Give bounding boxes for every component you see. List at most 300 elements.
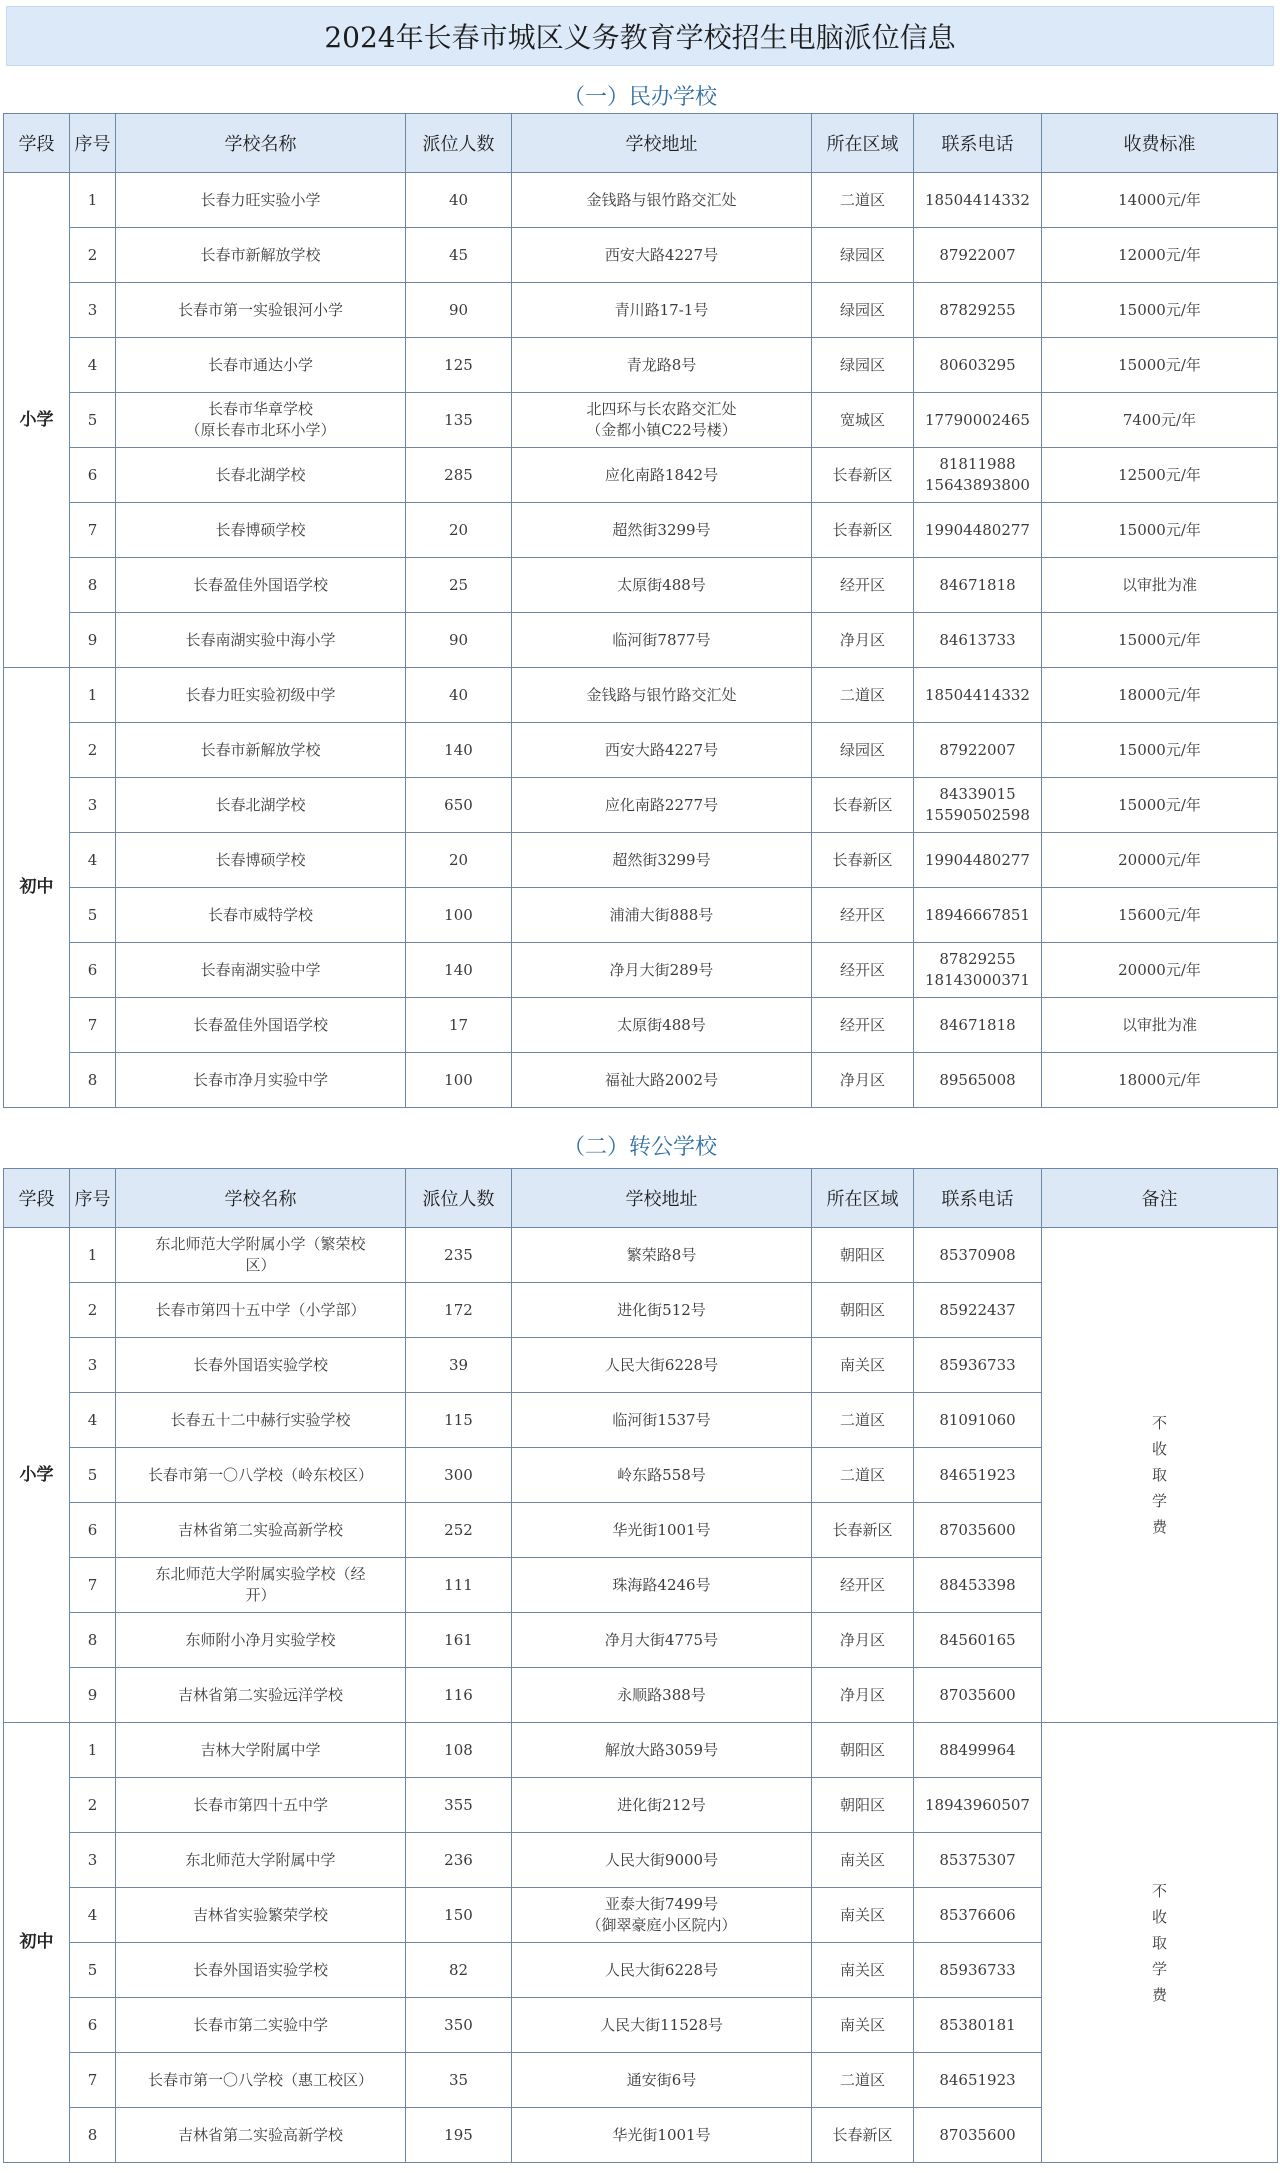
row-number: 8	[70, 1053, 116, 1108]
fee-standard: 15000元/年	[1042, 338, 1278, 393]
row-number: 8	[70, 558, 116, 613]
contact-phone	[914, 1613, 1042, 1668]
allocation-count: 40	[406, 668, 512, 723]
row-number: 5	[70, 393, 116, 448]
allocation-count: 161	[406, 1613, 512, 1668]
row-number: 2	[70, 1778, 116, 1833]
school-name	[116, 888, 406, 943]
school-name	[116, 1833, 406, 1888]
note-cell	[1042, 1228, 1278, 1723]
column-header: 联系电话	[914, 1169, 1042, 1228]
fee-standard: 15000元/年	[1042, 778, 1278, 833]
school-name-line: 吉林大学附属中学	[200, 1740, 321, 1759]
school-name-line: 长春市净月实验中学	[192, 1070, 328, 1089]
school-address	[512, 503, 812, 558]
row-number: 3	[70, 778, 116, 833]
contact-phone	[914, 448, 1042, 503]
school-address	[512, 448, 812, 503]
school-name-line: 长春市第一实验银河小学	[177, 300, 343, 319]
allocation-count: 45	[406, 228, 512, 283]
school-name	[116, 503, 406, 558]
contact-phone-line: 85380181	[939, 2015, 1016, 2034]
fee-standard: 15000元/年	[1042, 613, 1278, 668]
row-number: 2	[70, 723, 116, 778]
school-address	[512, 1668, 812, 1723]
school-name-line: 长春力旺实验小学	[200, 190, 321, 209]
school-address	[512, 2108, 812, 2163]
school-address-line: 青川路17-1号	[614, 300, 709, 319]
school-address-line: 华光街1001号	[612, 2125, 711, 2144]
contact-phone	[914, 1778, 1042, 1833]
column-header: 学段	[4, 1169, 70, 1228]
allocation-count: 650	[406, 778, 512, 833]
school-name	[116, 1283, 406, 1338]
note-text: 不收取学费	[1151, 1414, 1167, 1536]
contact-phone-line: 84651923	[939, 2070, 1016, 2089]
column-header: 学校地址	[512, 114, 812, 173]
school-address-line: 浦浦大街888号	[609, 905, 714, 924]
table-row	[4, 448, 1278, 503]
column-header: 序号	[70, 114, 116, 173]
allocation-count: 172	[406, 1283, 512, 1338]
school-name	[116, 393, 406, 448]
allocation-count: 350	[406, 1998, 512, 2053]
school-name-line: 长春南湖实验中海小学	[185, 630, 336, 649]
allocation-count: 39	[406, 1338, 512, 1393]
contact-phone	[914, 1053, 1042, 1108]
school-name	[116, 668, 406, 723]
school-address-line: 太原街488号	[617, 1015, 706, 1034]
allocation-count: 125	[406, 338, 512, 393]
school-address	[512, 1558, 812, 1613]
allocation-count: 116	[406, 1668, 512, 1723]
table-row	[4, 283, 1278, 338]
contact-phone	[914, 1943, 1042, 1998]
contact-phone	[914, 1338, 1042, 1393]
school-name-line: 长春五十二中赫行实验学校	[170, 1410, 351, 1429]
school-address	[512, 998, 812, 1053]
note-text: 不收取学费	[1151, 1881, 1167, 2004]
row-number: 7	[70, 1558, 116, 1613]
school-name-line: 长春市新解放学校	[200, 740, 321, 759]
contact-phone-line: 18946667851	[925, 905, 1030, 924]
fee-standard: 15600元/年	[1042, 888, 1278, 943]
column-header: 备注	[1042, 1169, 1278, 1228]
school-name	[116, 1888, 406, 1943]
contact-phone	[914, 393, 1042, 448]
school-address	[512, 833, 812, 888]
school-address-line: 临河街7877号	[612, 630, 711, 649]
header-row	[4, 1169, 1278, 1228]
district: 净月区	[812, 613, 914, 668]
contact-phone	[914, 1503, 1042, 1558]
school-address-line: （金都小镇C22号楼）	[586, 421, 737, 439]
allocation-count: 20	[406, 503, 512, 558]
table-row	[4, 503, 1278, 558]
school-address	[512, 1228, 812, 1283]
table-row	[4, 228, 1278, 283]
school-address	[512, 943, 812, 998]
table-row	[4, 338, 1278, 393]
row-number: 5	[70, 1943, 116, 1998]
school-address-line: 人民大街6228号	[604, 1355, 719, 1374]
contact-phone	[914, 1283, 1042, 1338]
district: 长春新区	[812, 503, 914, 558]
district: 经开区	[812, 998, 914, 1053]
school-address	[512, 228, 812, 283]
school-address	[512, 338, 812, 393]
district: 二道区	[812, 1393, 914, 1448]
fee-standard: 7400元/年	[1042, 393, 1278, 448]
table-row	[4, 778, 1278, 833]
contact-phone-line: 87035600	[939, 1685, 1016, 1704]
contact-phone-line: 15643893800	[925, 476, 1030, 494]
school-address-line: 解放大路3059号	[604, 1740, 719, 1759]
table-row	[4, 393, 1278, 448]
contact-phone	[914, 668, 1042, 723]
column-header: 所在区域	[812, 1169, 914, 1228]
row-number: 6	[70, 1998, 116, 2053]
section-title-private: （一）民办学校	[562, 85, 717, 110]
district: 绿园区	[812, 723, 914, 778]
contact-phone-line: 85375307	[939, 1850, 1016, 1869]
school-address-line: 净月大街289号	[609, 960, 714, 979]
contact-phone-line: 81811988	[939, 455, 1016, 473]
contact-phone	[914, 778, 1042, 833]
note-cell	[1042, 1723, 1278, 2163]
contact-phone-line: 84613733	[939, 630, 1016, 649]
school-name-line: 长春盈佳外国语学校	[192, 1015, 328, 1034]
table-row	[4, 1723, 1278, 1778]
school-name	[116, 558, 406, 613]
school-address-line: 金钱路与银竹路交汇处	[586, 685, 737, 704]
column-header: 联系电话	[914, 114, 1042, 173]
contact-phone	[914, 283, 1042, 338]
school-name-line: 长春市威特学校	[207, 905, 313, 924]
school-name-line: 长春市第四十五中学	[192, 1795, 328, 1814]
row-number: 5	[70, 1448, 116, 1503]
contact-phone-line: 18504414332	[925, 190, 1030, 209]
fee-standard: 18000元/年	[1042, 668, 1278, 723]
fee-standard: 14000元/年	[1042, 173, 1278, 228]
school-address-line: 亚泰大街7499号	[604, 1895, 719, 1913]
district: 南关区	[812, 1943, 914, 1998]
contact-phone-line: 19904480277	[925, 520, 1030, 539]
allocation-count: 115	[406, 1393, 512, 1448]
school-name	[116, 723, 406, 778]
school-address	[512, 778, 812, 833]
district: 长春新区	[812, 833, 914, 888]
school-address	[512, 668, 812, 723]
allocation-count: 135	[406, 393, 512, 448]
allocation-count: 100	[406, 1053, 512, 1108]
school-address-line: 青龙路8号	[626, 355, 697, 374]
column-header: 学校地址	[512, 1169, 812, 1228]
contact-phone-line: 84560165	[939, 1630, 1016, 1649]
district: 经开区	[812, 943, 914, 998]
school-name	[116, 1338, 406, 1393]
school-name-line: 东师附小净月实验学校	[185, 1630, 336, 1649]
allocation-count: 235	[406, 1228, 512, 1283]
contact-phone-line: 85376606	[939, 1905, 1016, 1924]
column-header: 学校名称	[116, 114, 406, 173]
school-address	[512, 888, 812, 943]
school-address	[512, 393, 812, 448]
school-name-line: 区）	[245, 1256, 276, 1274]
contact-phone	[914, 2108, 1042, 2163]
contact-phone	[914, 338, 1042, 393]
row-number: 4	[70, 1393, 116, 1448]
district: 经开区	[812, 888, 914, 943]
school-address-line: 通安街6号	[626, 2070, 697, 2089]
district: 南关区	[812, 1998, 914, 2053]
district: 长春新区	[812, 778, 914, 833]
school-address-line: 人民大街11528号	[600, 2015, 723, 2034]
district: 南关区	[812, 1338, 914, 1393]
table-row	[4, 613, 1278, 668]
school-name-line: 吉林省第二实验高新学校	[177, 1520, 343, 1539]
contact-phone-line: 87922007	[939, 740, 1016, 759]
table-row	[4, 723, 1278, 778]
stage-cell: 初中	[4, 1723, 70, 2163]
school-name-line: 长春市第一〇八学校（惠工校区）	[147, 2070, 373, 2089]
school-address-line: （御翠豪庭小区院内）	[586, 1916, 737, 1934]
district: 二道区	[812, 173, 914, 228]
school-address-line: 珠海路4246号	[612, 1575, 711, 1594]
column-header: 学段	[4, 114, 70, 173]
contact-phone-line: 87035600	[939, 2125, 1016, 2144]
school-address-line: 福祉大路2002号	[604, 1070, 719, 1089]
district: 南关区	[812, 1888, 914, 1943]
allocation-count: 252	[406, 1503, 512, 1558]
contact-phone	[914, 173, 1042, 228]
contact-phone-line: 84671818	[939, 575, 1016, 594]
school-name-line: 吉林省第二实验高新学校	[177, 2125, 343, 2144]
contact-phone	[914, 723, 1042, 778]
row-number: 1	[70, 668, 116, 723]
contact-phone-line: 80603295	[939, 355, 1016, 374]
contact-phone	[914, 833, 1042, 888]
school-name	[116, 778, 406, 833]
school-name-line: 吉林省第二实验远洋学校	[177, 1685, 343, 1704]
district: 朝阳区	[812, 1228, 914, 1283]
school-name	[116, 1723, 406, 1778]
allocation-count: 355	[406, 1778, 512, 1833]
column-header: 学校名称	[116, 1169, 406, 1228]
allocation-count: 195	[406, 2108, 512, 2163]
row-number: 1	[70, 1723, 116, 1778]
contact-phone	[914, 2053, 1042, 2108]
stage-cell: 小学	[4, 173, 70, 668]
district: 朝阳区	[812, 1778, 914, 1833]
school-name-line: 长春南湖实验中学	[200, 960, 321, 979]
column-header: 派位人数	[406, 114, 512, 173]
contact-phone	[914, 228, 1042, 283]
contact-phone-line: 18943960507	[925, 1795, 1030, 1814]
row-number: 9	[70, 1668, 116, 1723]
row-number: 2	[70, 228, 116, 283]
school-address	[512, 283, 812, 338]
fee-standard: 20000元/年	[1042, 833, 1278, 888]
district: 二道区	[812, 1448, 914, 1503]
school-name	[116, 338, 406, 393]
contact-phone	[914, 1998, 1042, 2053]
contact-phone	[914, 1558, 1042, 1613]
school-address-line: 北四环与长农路交汇处	[586, 400, 737, 418]
contact-phone-line: 15590502598	[925, 806, 1030, 824]
allocation-count: 140	[406, 943, 512, 998]
row-number: 8	[70, 1613, 116, 1668]
school-address-line: 超然街3299号	[612, 850, 711, 869]
school-address	[512, 1778, 812, 1833]
table-row	[4, 1228, 1278, 1283]
district: 经开区	[812, 1558, 914, 1613]
school-address-line: 人民大街9000号	[604, 1850, 719, 1869]
row-number: 3	[70, 1833, 116, 1888]
allocation-count: 90	[406, 613, 512, 668]
school-name	[116, 228, 406, 283]
contact-phone-line: 19904480277	[925, 850, 1030, 869]
district: 长春新区	[812, 1503, 914, 1558]
page-title: 2024年长春市城区义务教育学校招生电脑派位信息	[6, 6, 1274, 66]
school-address	[512, 558, 812, 613]
school-name-line: 长春市第一〇八学校（岭东校区）	[147, 1465, 373, 1484]
fee-standard: 15000元/年	[1042, 503, 1278, 558]
school-name-line: 长春市通达小学	[207, 355, 313, 374]
district: 净月区	[812, 1668, 914, 1723]
allocation-count: 300	[406, 1448, 512, 1503]
row-number: 8	[70, 2108, 116, 2163]
school-address	[512, 2053, 812, 2108]
district: 南关区	[812, 1833, 914, 1888]
contact-phone-line: 81091060	[939, 1410, 1016, 1429]
contact-phone	[914, 503, 1042, 558]
district: 绿园区	[812, 283, 914, 338]
school-address	[512, 1448, 812, 1503]
school-name	[116, 833, 406, 888]
contact-phone	[914, 888, 1042, 943]
school-name	[116, 2053, 406, 2108]
row-number: 1	[70, 173, 116, 228]
school-name	[116, 1943, 406, 1998]
district: 经开区	[812, 558, 914, 613]
contact-phone-line: 85922437	[939, 1300, 1016, 1319]
school-name-line: 东北师范大学附属实验学校（经	[155, 1565, 366, 1583]
school-name	[116, 173, 406, 228]
school-name	[116, 1998, 406, 2053]
contact-phone	[914, 558, 1042, 613]
school-address-line: 金钱路与银竹路交汇处	[586, 190, 737, 209]
school-address	[512, 723, 812, 778]
contact-phone-line: 85936733	[939, 1960, 1016, 1979]
stage-cell: 小学	[4, 1228, 70, 1723]
contact-phone-line: 89565008	[939, 1070, 1016, 1089]
allocation-count: 111	[406, 1558, 512, 1613]
district: 净月区	[812, 1613, 914, 1668]
school-name-line: 长春外国语实验学校	[192, 1355, 328, 1374]
school-name	[116, 1228, 406, 1283]
allocation-count: 150	[406, 1888, 512, 1943]
row-number: 1	[70, 1228, 116, 1283]
row-number: 4	[70, 1888, 116, 1943]
school-address-line: 应化南路1842号	[604, 465, 719, 484]
school-name-line: 开）	[245, 1586, 276, 1604]
allocation-count: 20	[406, 833, 512, 888]
table-row	[4, 668, 1278, 723]
contact-phone	[914, 1393, 1042, 1448]
district: 二道区	[812, 2053, 914, 2108]
table-row	[4, 833, 1278, 888]
fee-standard: 18000元/年	[1042, 1053, 1278, 1108]
school-address-line: 岭东路558号	[617, 1465, 706, 1484]
school-name	[116, 1448, 406, 1503]
district: 绿园区	[812, 338, 914, 393]
school-name-line: 东北师范大学附属中学	[185, 1850, 336, 1869]
school-name-line: 长春力旺实验初级中学	[185, 685, 336, 704]
school-name-line: 长春市新解放学校	[200, 245, 321, 264]
school-name	[116, 613, 406, 668]
fee-standard: 12000元/年	[1042, 228, 1278, 283]
school-address-line: 应化南路2277号	[604, 795, 719, 814]
row-number: 9	[70, 613, 116, 668]
row-number: 6	[70, 1503, 116, 1558]
school-name-line: 长春市第四十五中学（小学部）	[155, 1300, 366, 1319]
public-schools-table	[3, 1168, 1278, 2163]
school-address	[512, 1503, 812, 1558]
table-row	[4, 998, 1278, 1053]
contact-phone	[914, 1668, 1042, 1723]
school-name-line: 长春市第二实验中学	[192, 2015, 328, 2034]
school-name-line: 长春博硕学校	[215, 520, 306, 539]
contact-phone-line: 85370908	[939, 1245, 1016, 1264]
row-number: 6	[70, 448, 116, 503]
contact-phone-line: 84651923	[939, 1465, 1016, 1484]
school-address	[512, 1393, 812, 1448]
school-address	[512, 1833, 812, 1888]
school-address-line: 华光街1001号	[612, 1520, 711, 1539]
school-name	[116, 1053, 406, 1108]
school-name	[116, 283, 406, 338]
fee-standard: 15000元/年	[1042, 283, 1278, 338]
school-address	[512, 1723, 812, 1778]
contact-phone-line: 88499964	[939, 1740, 1016, 1759]
contact-phone-line: 87829255	[939, 300, 1016, 319]
contact-phone	[914, 1723, 1042, 1778]
row-number: 6	[70, 943, 116, 998]
allocation-count: 236	[406, 1833, 512, 1888]
table-row	[4, 1053, 1278, 1108]
school-address-line: 净月大街4775号	[604, 1630, 719, 1649]
contact-phone	[914, 1228, 1042, 1283]
table-row	[4, 888, 1278, 943]
district: 长春新区	[812, 448, 914, 503]
school-name-line: 长春北湖学校	[215, 795, 306, 814]
school-name	[116, 1778, 406, 1833]
allocation-count: 17	[406, 998, 512, 1053]
school-address-line: 进化街512号	[617, 1300, 706, 1319]
contact-phone-line: 17790002465	[925, 410, 1030, 429]
allocation-count: 25	[406, 558, 512, 613]
school-name	[116, 1613, 406, 1668]
school-name-line: （原长春市北环小学）	[185, 421, 336, 439]
header-row	[4, 114, 1278, 173]
column-header: 所在区域	[812, 114, 914, 173]
school-name	[116, 1558, 406, 1613]
contact-phone-line: 84671818	[939, 1015, 1016, 1034]
row-number: 3	[70, 283, 116, 338]
district: 宽城区	[812, 393, 914, 448]
school-address	[512, 1283, 812, 1338]
